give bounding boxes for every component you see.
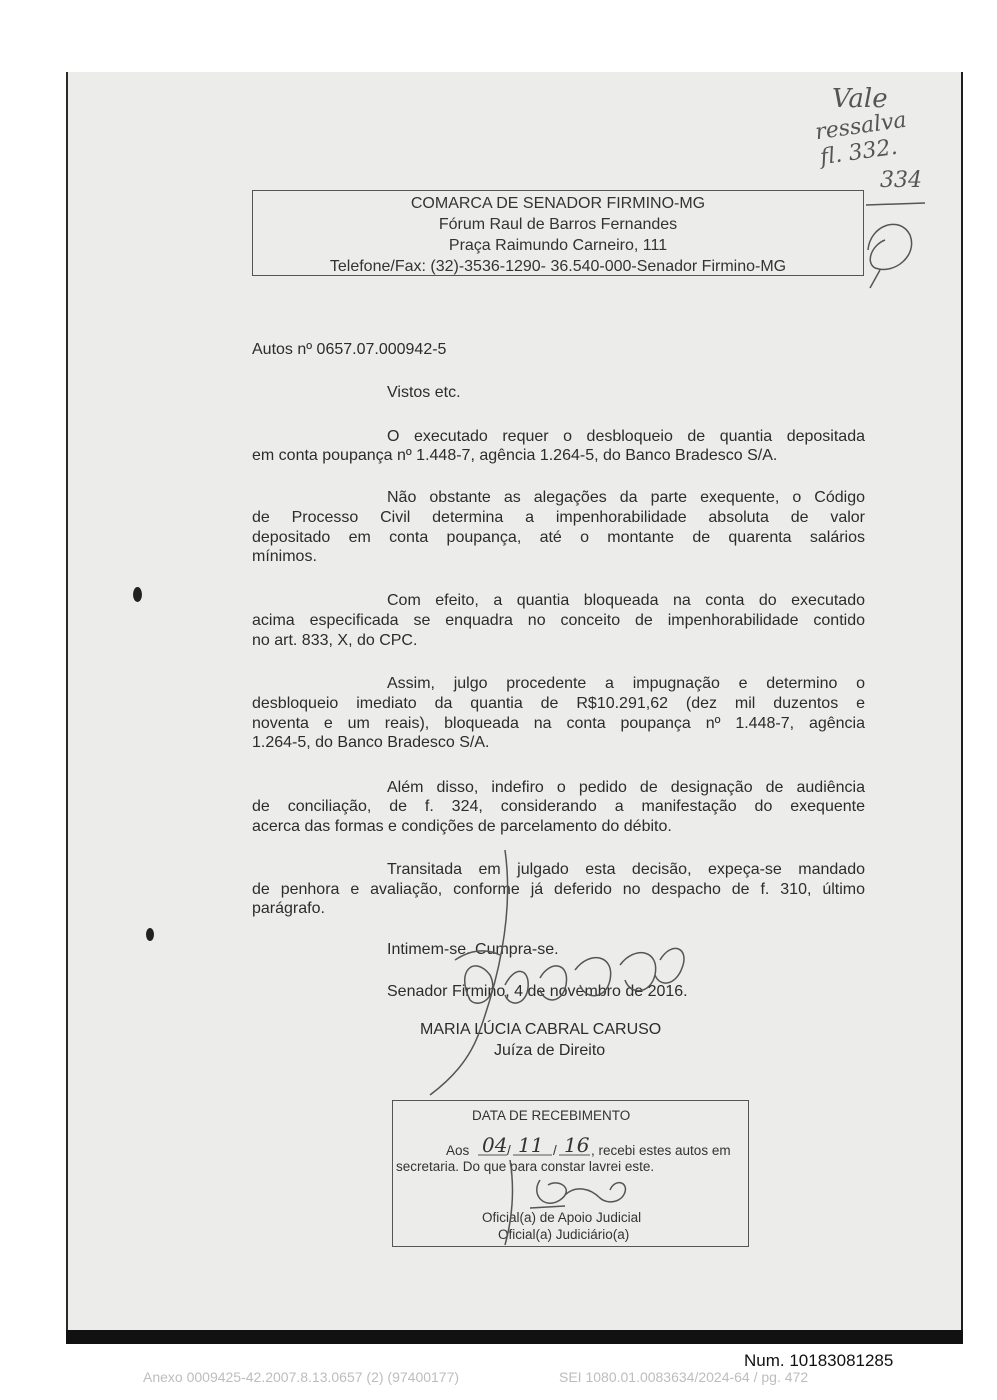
paragraph-line: no art. 833, X, do CPC. [252, 632, 418, 649]
document-number: Num. 10183081285 [744, 1351, 894, 1370]
place-and-date: Senador Firmino, 4 de novembro de 2016. [387, 983, 688, 1000]
receipt-aos: Aos [446, 1143, 470, 1158]
sei-reference: SEI 1080.01.0083634/2024-64 / pg. 472 [559, 1369, 809, 1385]
court-contact: Telefone/Fax: (32)-3536-1290- 36.540-000-Senador Firmino-MG [329, 258, 787, 275]
paragraph-line: Não obstante as alegações da parte exequente, o Código [387, 489, 865, 506]
receipt-date-month: 11 [518, 1133, 544, 1157]
case-number: Autos nº 0657.07.000942-5 [252, 341, 447, 358]
paragraph-line: de Processo Civil determina a impenhorabilidade absoluta de valor [252, 509, 865, 526]
judge-title: Juíza de Direito [494, 1042, 606, 1059]
handwritten-note-line2: ressalva [813, 107, 909, 146]
paragraph-line: 1.264-5, do Banco Bradesco S/A. [252, 734, 490, 751]
judge-signature [465, 948, 684, 1003]
clerk-signature [530, 1206, 565, 1208]
receipt-date-sep1: / [507, 1143, 511, 1158]
paragraph-line: noventa e um reais), bloqueada na conta poupança nº 1.448-7, agência [252, 715, 865, 732]
paragraph-line: Com efeito, a quantia bloqueada na conta do executado [387, 592, 865, 609]
court-address: Praça Raimundo Carneiro, 111 [448, 237, 668, 254]
receipt-role-2: Oficial(a) Judiciário(a) [498, 1227, 630, 1242]
receipt-text-2: secretaria. Do que para constar lavrei este. [396, 1159, 655, 1174]
receipt-date-day: 04 [482, 1133, 508, 1157]
clerk-signature [505, 1160, 512, 1245]
paragraph-line: Transitada em julgado esta decisão, expeça-se mandado [387, 861, 865, 878]
initials-mark [868, 224, 912, 269]
closing-intimem: Intimem-se. Cumpra-se. [387, 941, 559, 958]
annex-reference: Anexo 0009425-42.2007.8.13.0657 (2) (97400177) [143, 1369, 460, 1385]
paragraph-line: acima especificada se enquadra no conceito de impenhorabilidade contido [252, 612, 865, 629]
vistos-line: Vistos etc. [387, 384, 461, 401]
receipt-date-year: 16 [564, 1133, 590, 1157]
receipt-title: DATA DE RECEBIMENTO [472, 1108, 631, 1123]
handwritten-note-line3: fl. 332. [818, 134, 900, 171]
paragraph-line: em conta poupança nº 1.448-7, agência 1.264-5, do Banco Bradesco S/A. [252, 447, 778, 464]
initials-mark [870, 270, 880, 288]
paragraph-line: acerca das formas e condições de parcelamento do débito. [252, 818, 672, 835]
forum-name: Fórum Raul de Barros Fernandes [438, 216, 678, 233]
receipt-text-1: , recebi estes autos em [591, 1143, 731, 1158]
court-name: COMARCA DE SENADOR FIRMINO-MG [410, 195, 706, 212]
clerk-signature [537, 1180, 626, 1203]
receipt-date-sep2: / [553, 1143, 557, 1158]
receipt-role-1: Oficial(a) de Apoio Judicial [482, 1210, 642, 1225]
underline-mark [866, 203, 925, 205]
paragraph-line: mínimos. [252, 548, 317, 565]
paragraph-line: Assim, julgo procedente a impugnação e determino o [387, 675, 865, 692]
paragraph-line: O executado requer o desbloqueio de quantia depositada [387, 428, 865, 445]
judge-name: MARIA LÚCIA CABRAL CARUSO [420, 1021, 662, 1038]
paragraph-line: Além disso, indefiro o pedido de designação de audiência [387, 779, 865, 796]
paragraph-line: parágrafo. [252, 900, 325, 917]
judge-signature [430, 850, 508, 1095]
paragraph-line: depositado em conta poupança, até o montante de quarenta salários [252, 529, 865, 546]
paragraph-line: de conciliação, de f. 324, considerando a manifestação do exequente [252, 798, 865, 815]
handwritten-note-line1: Vale [832, 84, 888, 114]
paragraph-line: de penhora e avaliação, conforme já deferido no despacho de f. 310, último [252, 881, 865, 898]
paragraph-line: desbloqueio imediato da quantia de R$10.291,62 (dez mil duzentos e [252, 695, 865, 712]
judge-signature [455, 951, 500, 960]
handwritten-page-number: 334 [880, 168, 922, 193]
